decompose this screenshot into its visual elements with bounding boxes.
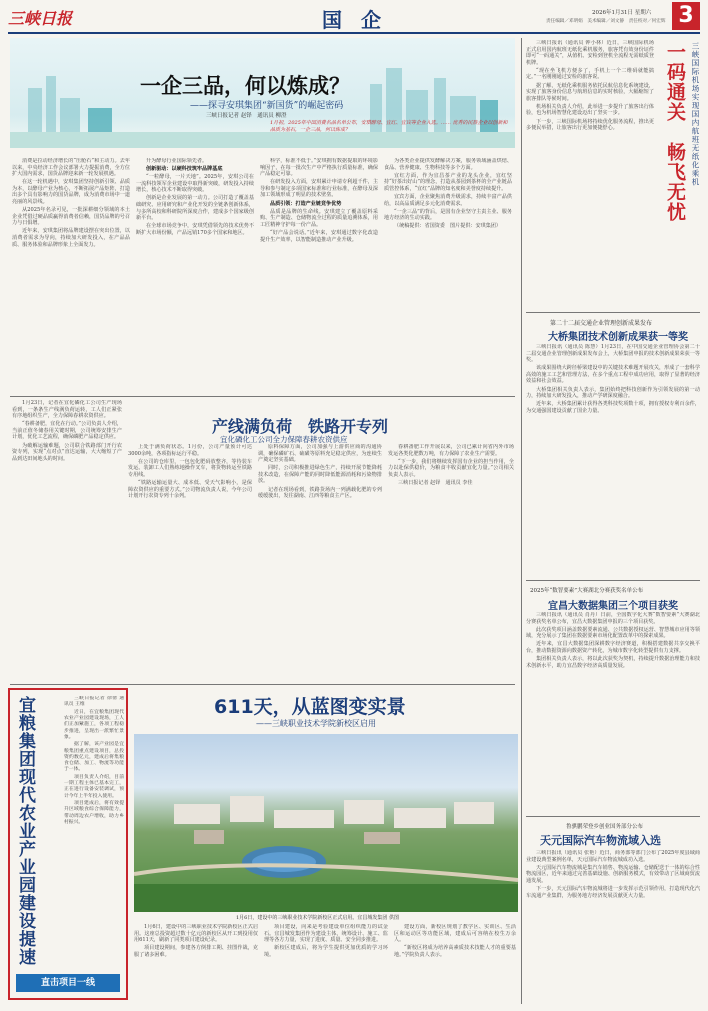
- top-story-column-2: 升为酵母行业国际领先者。 创新驱动：以硬科技筑牢品牌基底 “一粒酵母，一片天地”。2025年，安琪公司在一流科技领军企业建设中取得新突破，研发投入持续增长，核心技术不断取得突破。 创新是企业发展的第一动力。公司打造了覆盖基础研究、应用研究和产业化开发的全链条创新体系，与多所高校和科研院所深度合作，建成多个国家级创新平台。 在全球市场竞争中，安琪凭借领先的技术优势不断扩大市场份额，产品远销170多个国家和地区。: [136, 158, 254, 236]
- right-divider-2: [526, 580, 700, 581]
- masthead-logo: 三峡日报: [8, 9, 73, 28]
- top-story-subtitle-1: 创新驱动：以硬科技筑牢品牌基底: [146, 166, 223, 173]
- top-story-byline: 三峡日报记者 赵铎 通讯员 柳澄: [206, 113, 287, 119]
- right-divider-3: [526, 816, 700, 817]
- page-number: 3: [672, 2, 700, 30]
- divider-mid: [10, 684, 515, 685]
- left-story-byline: 三峡日报记者 徐倩 通讯员 王维: [64, 696, 124, 708]
- right-story-3-kicker: 2025年“数智要素”大赛湖北分赛获奖名单公布: [530, 588, 644, 594]
- top-story-subtitle-2: 品质引领：打造产业链竞争优势: [270, 200, 342, 207]
- left-story-title: 宜粮集团现代农业产业园建设提速: [15, 696, 35, 966]
- campus-story-column-1: 1月6日，建设中的三峡职业技术学院新校区正式启用。这座总投资超过数十亿元的新校区从开工到投用仅用611天，刷新了同类项目建设纪录。 项目建设期间，参建各方倒排工期、挂图作战，克服了诸多困难。: [134, 924, 258, 958]
- campus-photo-caption: 1月6日，建设中的三峡职业技术学院新校区正式启用。宜昌城发集团 供图: [236, 915, 399, 921]
- top-story-column-4: 为各类企业提供发酵解决方案，服务领域涵盖烘焙、食品、营养健康、生物科技等多个方面。 宜红方面，作为宜昌茶产业的龙头企业，宜红坚持“好茶出好山”的理念，打造从茶园到茶杯的全产业链品质管控体系，“宜红”品牌的知名度和美誉度持续提升。 宜宾方面，企业聚焦消费升级需求，持续丰富产品供给，以高品质满足多元化消费需求。 “一企三品”的背后，是国有企业坚守主责主业、服务地方经济的生动实践。 （统稿提供：省国资委 图片提供：安琪集团）: [384, 158, 512, 230]
- right-story-3-headline: 宜昌大数据集团三个项目获奖: [548, 601, 678, 612]
- top-story-source-note: （统稿提供：省国资委 图片提供：安琪集团）: [394, 223, 501, 230]
- top-story-intro: 1月初，2025年中国消费名品名单公布，安琪酵母、宜红、宜宾等企业入选。…… 优秀的民族企业以创新和品质为基石，一企三品，何以炼成？: [270, 120, 508, 133]
- campus-story-subhead: ——三峡职业技术学院新校区启用: [256, 719, 376, 728]
- top-story-column-1: 消费是拉动经济增长的“压舱石”和主动力。去年以来，中央经济工作会议部署大力提振消费，全方位扩大国内需求，国货品牌迎来新一轮发展机遇。 在这一轮机遇中，安琪集团坚持创新引领、品质为本，以酵母产业为核心，不断拓展产品矩阵，打造出多个具有影响力的国货品牌，成为消费市场中一道亮丽的风景线。 从2025年名录可见，一批深耕细分领域的本土企业凭借过硬品质赢得消费者信赖，国货品牌的号召力与日俱增。 近年来，安琪集团将品牌建设摆在突出位置，以消费者需求为导向，持续加大研发投入，在产品品质、服务体验和品牌形象上全面发力。: [12, 158, 130, 248]
- header-rule: [8, 32, 700, 34]
- mid-story-column-4: 春耕备肥工作开展以来，公司已累计向省内外市场发运各类化肥数万吨，有力保障了农业生产需要。 “下一步，我们将继续发挥国有企业的担当作用，全力以赴保供稳价，为粮食丰收贡献宜化力量。”公司相关负责人表示。 三峡日报记者 赵铎 通讯员 李佳: [388, 444, 514, 486]
- mid-story-column-2: 上处于满负荷状态。1月份，公司产量预计可达3000余吨，各项指标运行平稳。 在公司的仓库里，一包包化肥码放整齐，等待装车发运。装卸工人们熟练地操作叉车，将货物转运至铁路专用线。 “铁路运输运量大、成本低、受天气影响小，是保障农资供应的重要方式。”公司物流负责人说，今年公司计划开行农资专列十余列。: [128, 444, 252, 500]
- top-story-column-3: 科学，标准不低于。”安琪拥有数据提取的环境影响因子，在每一批次生产中严格执行质量标准，确保产品稳定可靠。 在研发投入方面，安琪累计申请专利超千件，主导和参与制定多项国家标准和行业标准，在酵母及深加工领域形成了明显的技术壁垒。 品质引领：打造产业链竞争优势 品质是品牌的生命线。安琪建立了覆盖原料采购、生产制造、仓储物流全过程的质量追溯体系，用工匠精神守护每一份产品。 “好产品会说话。”近年来，安琪通过数字化改造提升生产效率，以智能制造推动产业升级。: [260, 158, 378, 243]
- right-story-1-title-line2: 一码通关 畅飞无忧: [664, 42, 686, 222]
- left-story-body: 三峡日报记者 徐倩 通讯员 王维 近日，在宜粮集团现代农业产业园建设现场，工人们正加紧施工，各项工程稳步推进，呈现出一派繁忙景象。 据了解，该产业园是宜粮集团重点建设项目，总投资约数亿元，建成后将集粮食仓储、加工、物流等功能于一体。 项目负责人介绍，目前一期工程主体已基本完工，正在进行设备安装调试，预计今年上半年投入使用。 项目建成后，将有效提升区域粮食综合保障能力，带动周边农户增收，助力乡村振兴。: [64, 696, 124, 825]
- live-report-button[interactable]: 直击项目一线: [16, 974, 120, 992]
- top-story-subhead: ——探寻安琪集团“新国货”的崛起密码: [190, 101, 344, 111]
- issue-date: 2026年1月31日 星期六: [592, 10, 652, 16]
- right-story-2-headline: 大桥集团技术创新成果获一等奖: [548, 332, 688, 343]
- campus-aerial-photo: [134, 734, 518, 912]
- right-story-4-kicker: 鲁骐鹏荣登乡创业国务部分公布: [566, 824, 644, 830]
- campus-story-headline: 611天，从蓝图变实景: [214, 696, 406, 718]
- section-title: 国 企: [322, 8, 387, 32]
- campus-story-column-2: 项目建设，向来是考验建设单位组织能力的试金石。宜昌城发集团作为建设主体，统筹设计、施工、监理等各方力量，实现了进度、质量、安全同步推进。 新校区建成后，将为学生提供更加优质的学习环境。: [264, 924, 388, 958]
- right-story-2-kicker: 第二十二届交通企业管理创新成果发布: [550, 320, 653, 327]
- campus-story-column-3: 建设方面，新校区规划了教学区、实训区、生活区和运动区等功能区域，建成后可容纳在校生万余人。 “新校区将成为培养高素质技术技能人才的重要基地。”学院负责人表示。: [394, 924, 516, 958]
- mid-story-headline: 产线满负荷 铁路开专列: [212, 417, 389, 436]
- right-story-1-title-line1: 三峡国际机场实现国内航班无纸化乘机: [691, 42, 700, 187]
- mid-story-subhead: 宜化磷化工公司全力保障春耕农资供应: [220, 435, 348, 444]
- editors-line: 责任编辑／邓明娟 美术编辑／刘文静 责任校对／何宏辉: [546, 19, 666, 24]
- right-story-1-body: 三峡日报讯（通讯员 钟小林）近日，三峡国际机场正式启用国内航班无纸化乘机服务，旅客凭有效身份证件即可“一码通关”，从值机、安检到登机全流程无需纸质登机牌。 “现在坐飞机方便多了，手机上一个二维码就能搞定。”一名刚刚通过安检的旅客说。 据了解，无纸化乘机服务依托民航信息化系统建设，实现了旅客身份信息与航班信息的实时核验，大幅缩短了旅客排队等候时间。 机场相关负责人介绍，此举进一步提升了旅客出行体验，也为机场智慧化建设迈出了坚实一步。 下一步，三峡国际机场将持续优化服务流程，推出更多便民举措，让旅客出行更加便捷舒心。: [526, 40, 654, 132]
- mid-story-column-1: 1月23日，记者在宜化磷化工公司生产现场看到，一条条生产线满负荷运转，工人们正紧张有序地组织生产，全力保障春耕农资供应。 “春耕备肥，宜化在行动。”公司负责人介绍，当前正值冬储春用关键时期，公司统筹安排生产计划，优化工艺流程，确保磷肥产品稳定供应。 为破解运输难题，公司联合铁路部门开行农资专列，实现“点对点”直达运输，大大缩短了产品到达田间地头的时间。: [12, 400, 122, 462]
- right-story-4-body: 三峡日报讯（通讯员 张艳）近日，商务部等部门公布了2025年度县域商业建设典型案例名单，天元国际汽车物流城成功入选。 天元国际汽车物流城是集汽车销售、物流运输、仓储配送于一体的综合性物流园区，近年来通过完善基础设施、创新服务模式，有效带动了区域商贸流通发展。 下一步，天元国际汽车物流城将进一步发挥示范引领作用，打造现代化汽车流通产业集群，为服务地方经济发展贡献更大力量。: [526, 850, 700, 899]
- right-story-3-body: 三峡日报讯（通讯员 肖丹）日前，全国数字化大赛“数智要素”大赛湖北分赛获奖名单公布，宜昌大数据集团申报的三个项目获奖。 此次获奖项目涵盖数据要素流通、公共数据授权运营、智慧城市应用等领域，充分展示了集团在数据要素市场化配置改革中的探索成果。 近年来，宜昌大数据集团深耕数字经济赛道，积极搭建数据共享交换平台，推动数据资源向数据资产转化，为城市数字化转型提供有力支撑。 集团相关负责人表示，将以此次获奖为契机，持续提升数据治理能力和技术创新水平，助力宜昌数字经济高质量发展。: [526, 612, 700, 669]
- top-story-headline: 一企三品，何以炼成？: [140, 74, 350, 98]
- divider-top: [10, 396, 515, 397]
- right-story-4-headline: 天元国际汽车物流域入选: [540, 834, 661, 847]
- mid-story-byline: 三峡日报记者 赵铎 通讯员 李佳: [398, 479, 473, 486]
- right-story-2-body: 三峡日报讯（通讯员 陈慧）1月23日，在中国交通企业管理协会第二十二届交通企业管理创新成果发布会上，大桥集团申报的技术创新成果荣获一等奖。 该成果围绕大跨径桥梁建设中的关键技术难题开展攻关，形成了一套科学高效的施工工艺和管理方法，在多个重点工程中成功应用，取得了显著的经济效益和社会效益。 大桥集团相关负责人表示，集团始终把科技创新作为引领发展的第一动力，持续加大研发投入，推动产学研深度融合。 近年来，大桥集团累计获得各类科技奖项数十项，拥有授权专利百余件，为交通强国建设贡献了国企力量。: [526, 344, 700, 414]
- mid-story-column-3: 原料保障方面，公司加强与上游供应商的沟通协调，确保磷矿石、硫磺等原料充足稳定供应，为连续生产奠定坚实基础。 同时，公司积极推进绿色生产，持续开展节能降耗技术改造，在保障产能的同时降低能源消耗和污染物排放。 记者在现场看到，铁路货场内一列满载化肥的专列缓缓驶出，发往湖南、江西等粮食主产区。: [258, 444, 382, 500]
- right-divider-1: [526, 312, 700, 313]
- right-column-divider: [521, 38, 522, 1004]
